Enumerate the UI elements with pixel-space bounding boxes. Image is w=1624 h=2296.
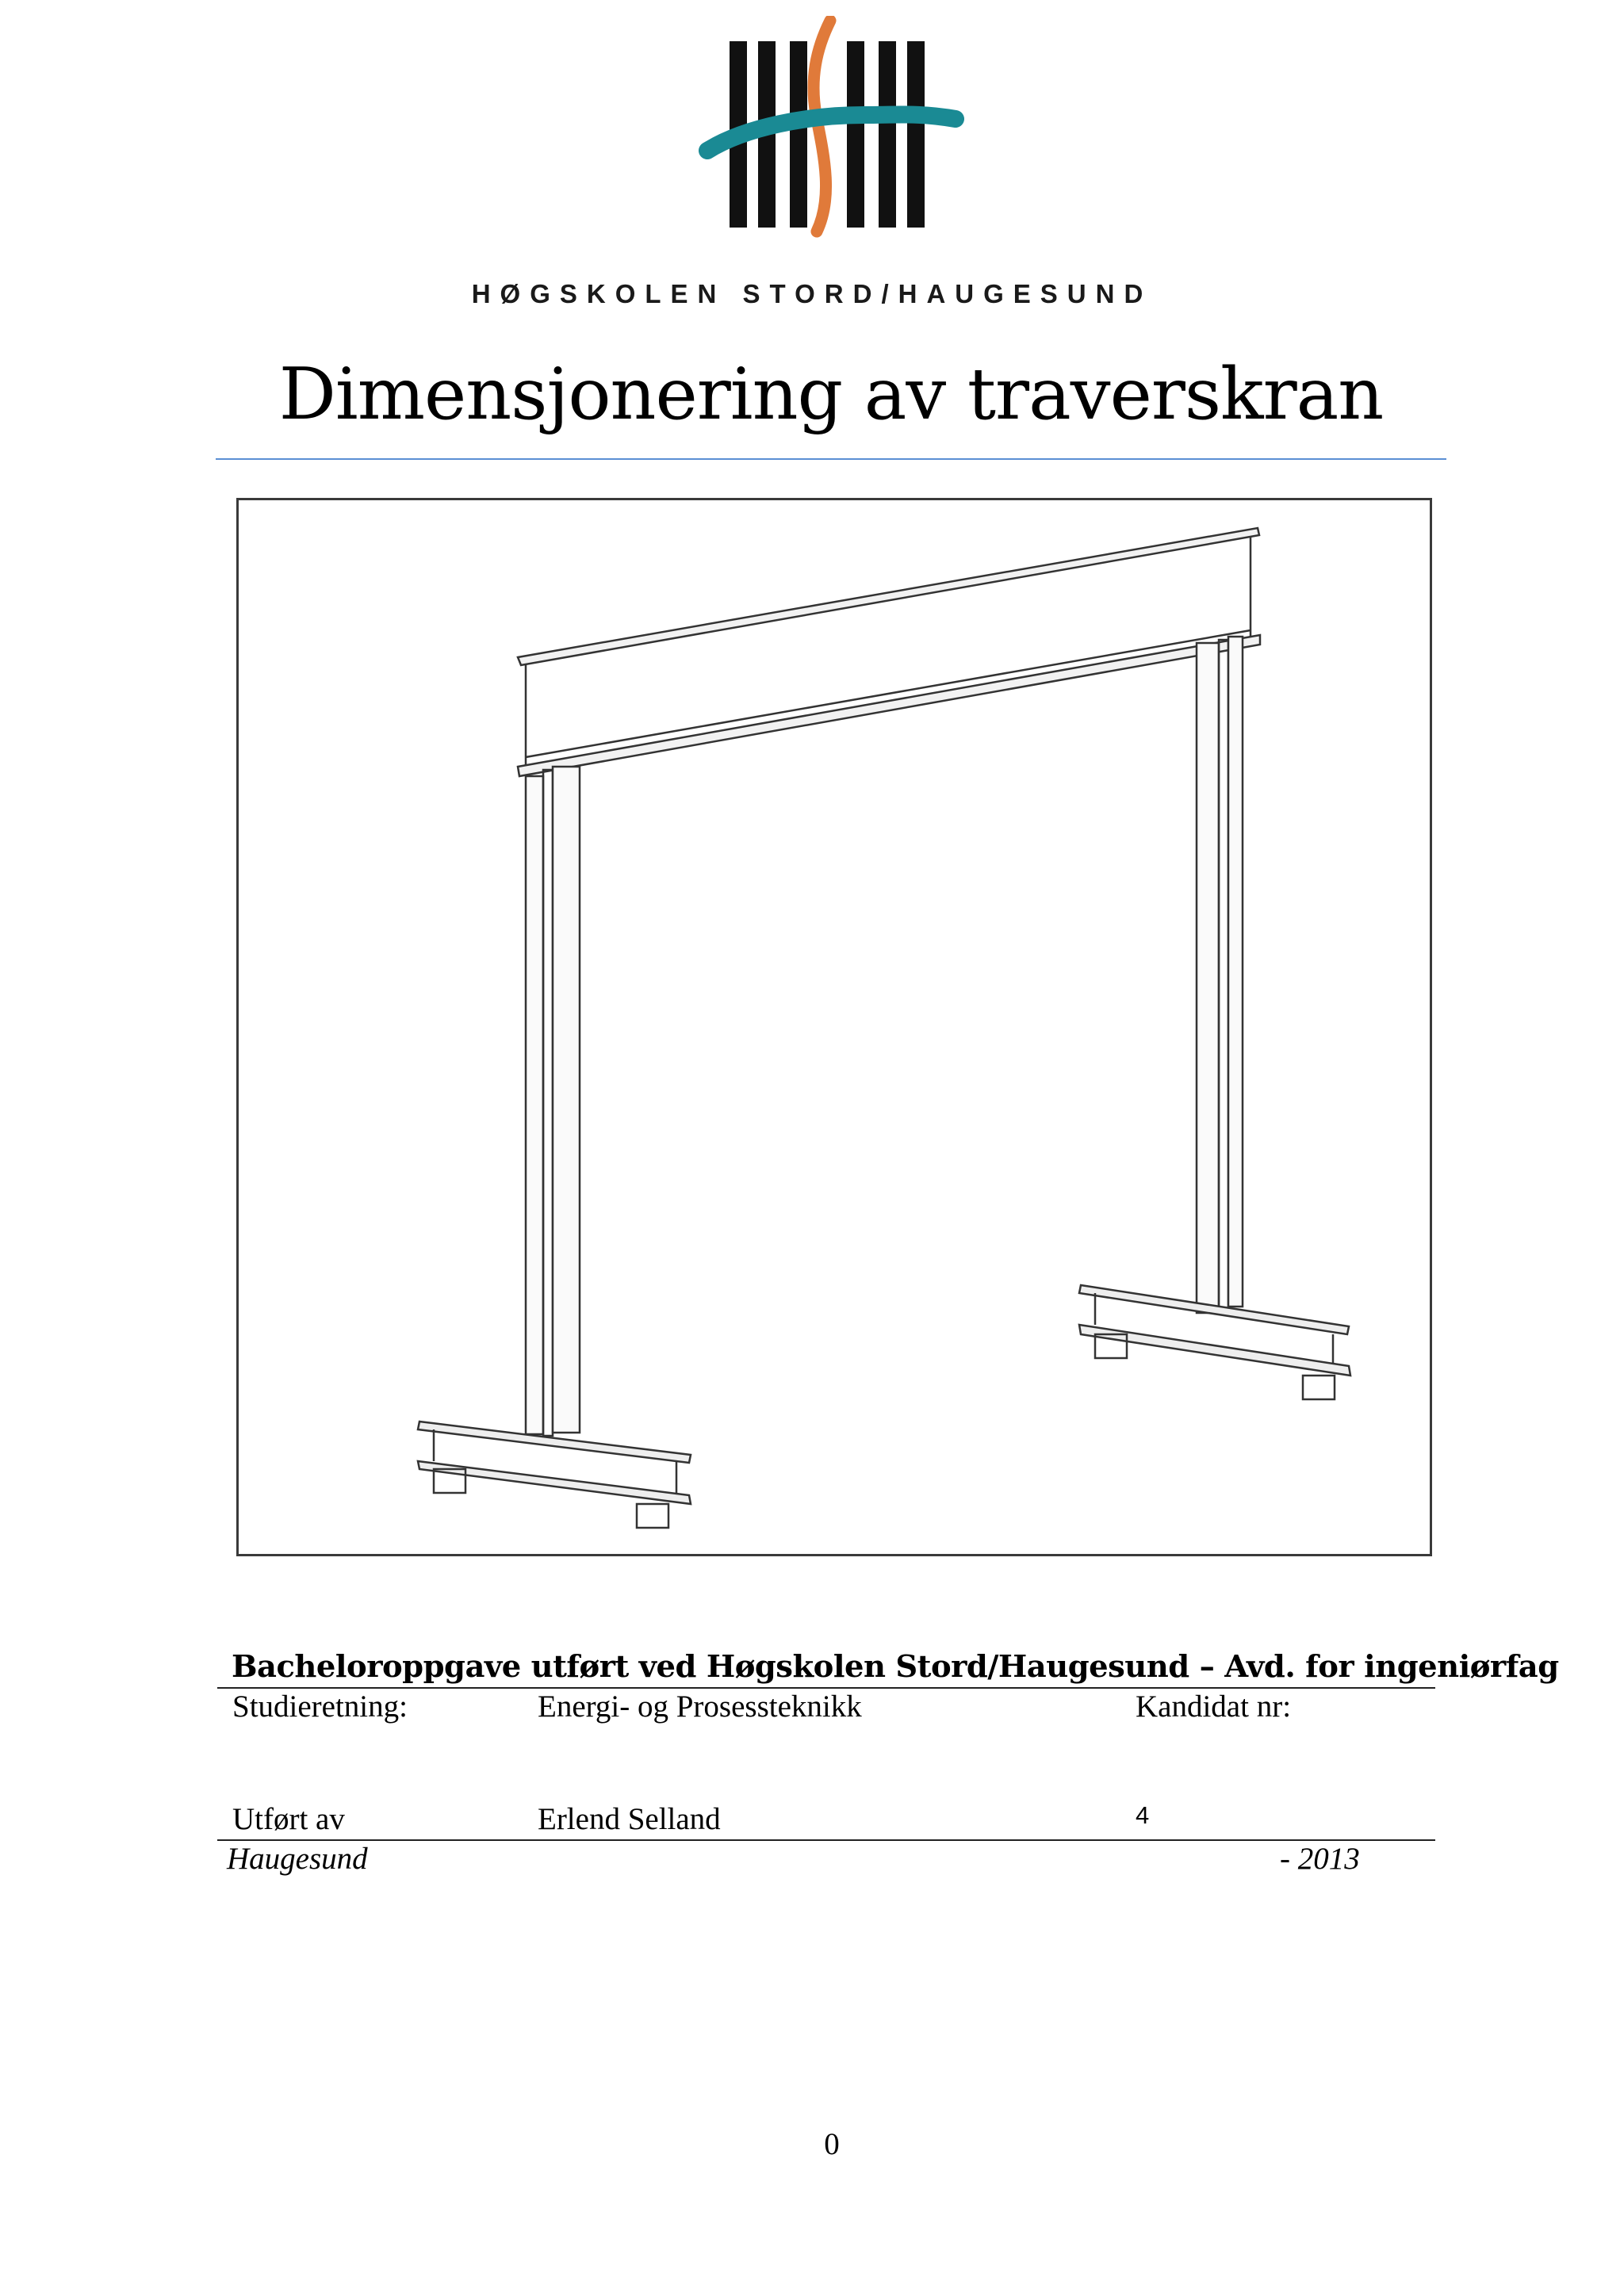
info-divider [217,1839,1435,1841]
candidate-label: Kandidat nr: [1136,1689,1292,1724]
title-divider [216,458,1446,460]
author-label: Utført av [232,1802,345,1836]
thesis-heading: Bacheloroppgave utført ved Høgskolen Stord/Haugesund – Avd. for ingeniørfag [232,1649,1559,1685]
study-label: Studieretning: [232,1689,408,1724]
figure-frame [236,498,1432,1556]
school-name: HØGSKOLEN STORD/HAUGESUND [471,279,1153,308]
place: Haugesund [227,1842,368,1876]
year: - 2013 [1280,1842,1360,1876]
gantry-crane-drawing-icon [239,500,1430,1554]
page-number: 0 [824,2127,840,2161]
author-value: Erlend Selland [538,1802,721,1836]
page-title: Dimensjonering av traverskran [278,353,1384,436]
hsh-logo-icon [698,16,967,239]
study-value: Energi- og Prosessteknikk [538,1689,862,1724]
candidate-value: 4 [1136,1801,1150,1829]
